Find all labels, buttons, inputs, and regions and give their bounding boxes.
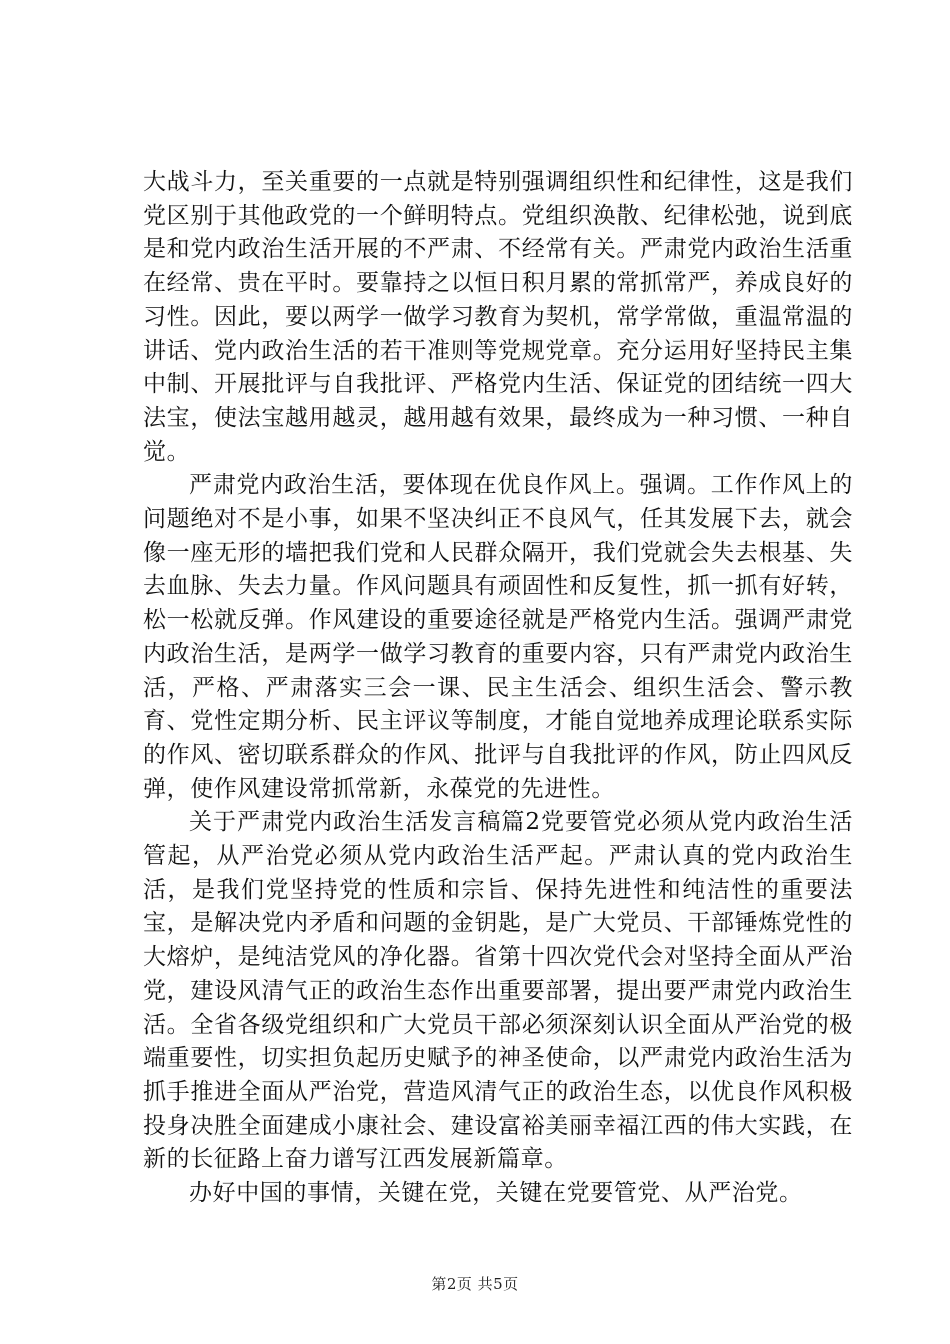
document-body: [143, 166, 853, 1211]
paragraph-speech-draft-2: 关于严肃党内政治生活发言稿篇2党要管党必须从党内政治生活管起，从严治党必须从党内政治生活严起。严肃认真的党内政治生活，是我们党坚持党的性质和宗旨、保持先进性和纯洁性的重要法宝，是解决党内矛盾和问题的金钥匙，是广大党员、干部锤炼党性的大熔炉，是纯洁党风的净化器。省第十四次党代会对坚持全面从严治党，建设风清气正的政治生态作出重要部署，提出要严肃党内政治生活。全省各级党组织和广大党员干部必须深刻认识全面从严治党的极端重要性，切实担负起历史赋予的神圣使命，以严肃党内政治生活为抓手推进全面从严治党，营造风清气正的政治生态，以优良作风积极投身决胜全面建成小康社会、建设富裕美丽幸福江西的伟大实践，在新的长征路上奋力谱写江西发展新篇章。: [143, 809, 853, 1173]
paragraph-work-style: 严肃党内政治生活，要体现在优良作风上。强调。工作作风上的问题绝对不是小事，如果不坚决纠正不良风气，任其发展下去，就会像一座无形的墙把我们党和人民群众隔开，我们党就会失去根基、失去血脉、失去力量。作风问题具有顽固性和反复性，抓一抓有好转，松一松就反弹。作风建设的重要途径就是严格党内生活。强调严肃党内政治生活，是两学一做学习教育的重要内容，只有严肃党内政治生活，严格、严肃落实三会一课、民主生活会、组织生活会、警示教育、党性定期分析、民主评议等制度，才能自觉地养成理论联系实际的作风、密切联系群众的作风、批评与自我批评的作风，防止四风反弹，使作风建设常抓常新，永葆党的先进性。: [143, 472, 853, 802]
paragraph-closing: 办好中国的事情，关键在党，关键在党要管党、从严治党。: [189, 1180, 803, 1207]
page-number-footer: 第2页 共5页: [431, 1275, 519, 1293]
paragraph-continuation: 大战斗力，至关重要的一点就是特别强调组织性和纪律性，这是我们党区别于其他政党的一个鲜明特点。党组织涣散、纪律松弛，说到底是和党内政治生活开展的不严肃、不经常有关。严肃党内政治生活重在经常、贵在平时。要靠持之以恒日积月累的常抓常严，养成良好的习性。因此，要以两学一做学习教育为契机，常学常做，重温常温的讲话、党内政治生活的若干准则等党规党章。充分运用好坚持民主集中制、开展批评与自我批评、严格党内生活、保证党的团结统一四大法宝，使法宝越用越灵，越用越有效果，最终成为一种习惯、一种自觉。: [143, 169, 853, 465]
